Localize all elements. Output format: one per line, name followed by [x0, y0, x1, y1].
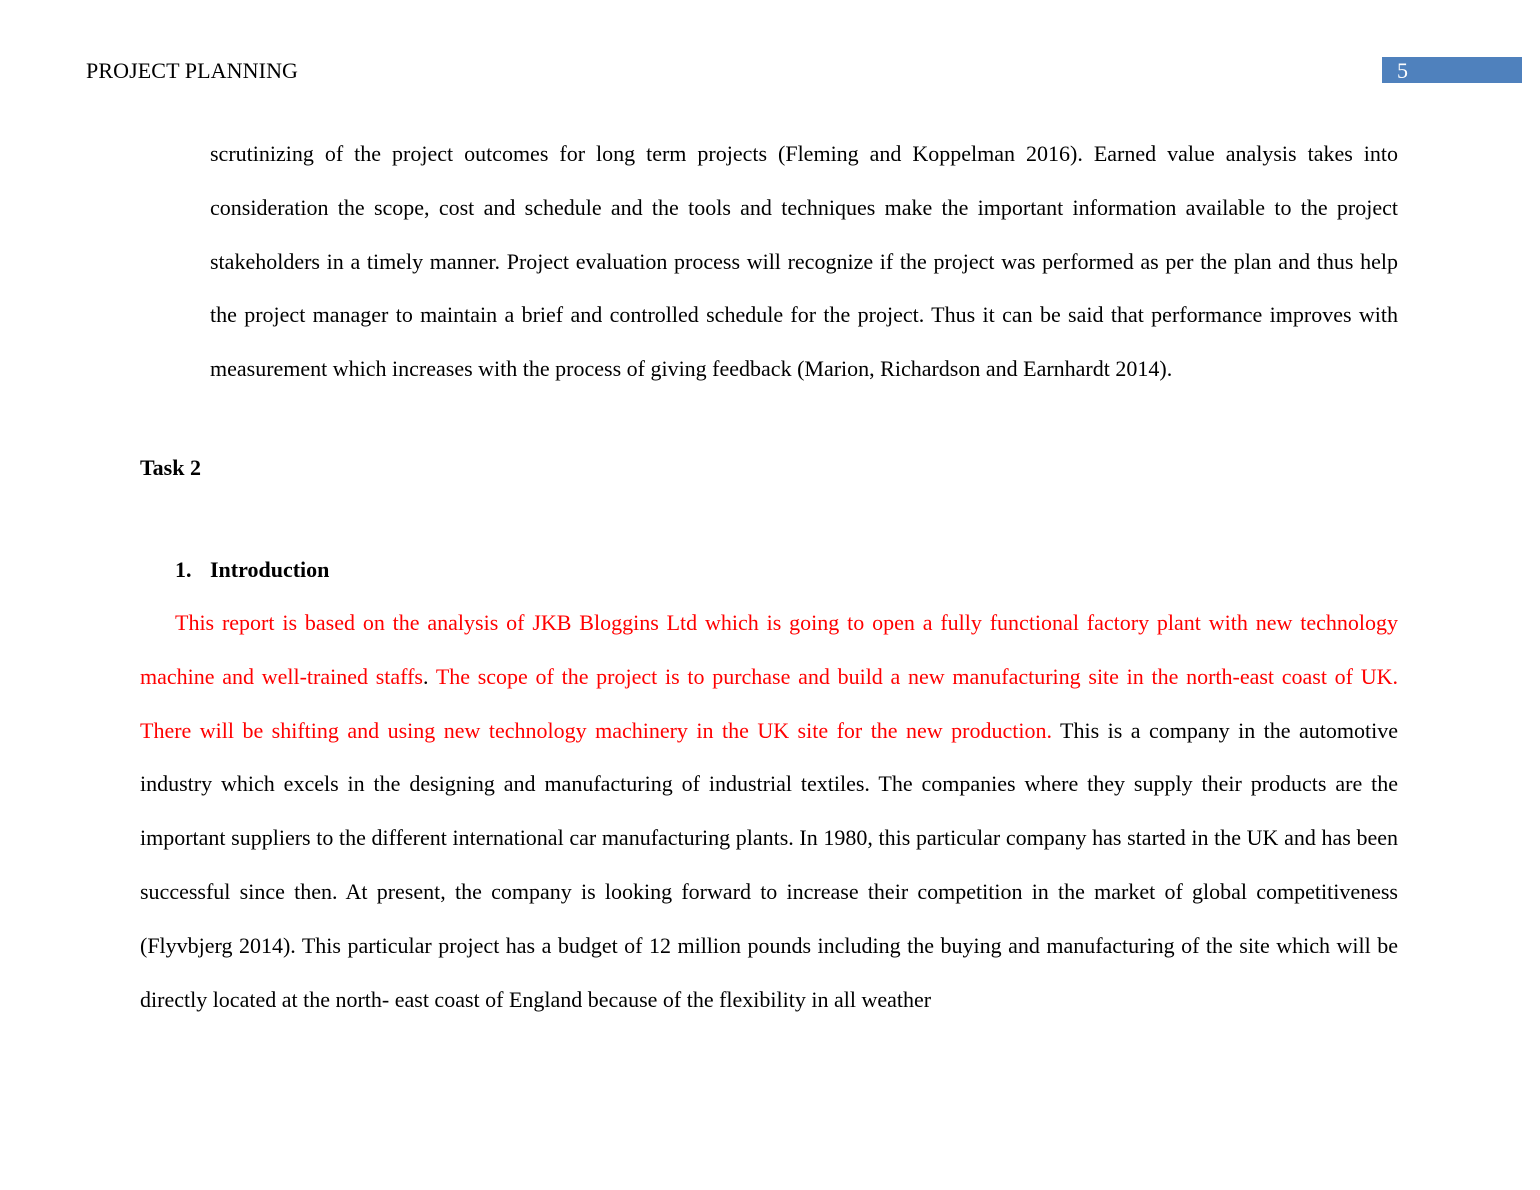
- section-number: 1.: [175, 557, 192, 582]
- running-header-title: PROJECT PLANNING: [86, 58, 299, 83]
- task-heading: Task 2: [140, 455, 201, 480]
- intro-period: .: [422, 663, 436, 689]
- intro-highlighted-text-2: The scope of the project is to purchase and build a new manufacturing site in the north-east coast of UK. There will be shifting and using new technology machinery in the UK site for the new production.: [140, 663, 1399, 743]
- section-title: Introduction: [210, 557, 330, 582]
- page-number: 5: [1382, 57, 1522, 83]
- intro-highlighted-text-1: This report is based on the analysis of JKB Bloggins Ltd which is going to open a fully functional factory plant with new technology machine and well-trained staffs: [140, 610, 1398, 689]
- continuation-paragraph: scrutinizing of the project outcomes for long term projects (Fleming and Koppelman 2016). Earned value analysis takes into consideration the scope, cost and schedule and the tools and techniques make the important information available to the project stakeholders in a timely manner. Project evaluation process will recognize if the project was performed as per the plan and thus help the project manager to maintain a brief and controlled schedule for the project. Thus it can be said that performance improves with measurement which increases with the process of giving feedback (Marion, Richardson and Earnhardt 2014).: [210, 141, 1398, 382]
- introduction-paragraph: [140, 596, 1398, 1026]
- intro-body-text: This is a company in the automotive industry which excels in the designing and manufacturing of industrial textiles. The companies where they supply their products are the important suppliers to the different international car manufacturing plants. In 1980, this particular company has started in the UK and has been successful since then. At present, the company is looking forward to increase their competition in the market of global competitiveness (Flyvbjerg 2014). This particular project has a budget of 12 million pounds including the buying and manufacturing of the site which will be directly located at the north- east coast of England because of the flexibility in all weather: [140, 717, 1398, 1012]
- section-heading: [175, 556, 329, 584]
